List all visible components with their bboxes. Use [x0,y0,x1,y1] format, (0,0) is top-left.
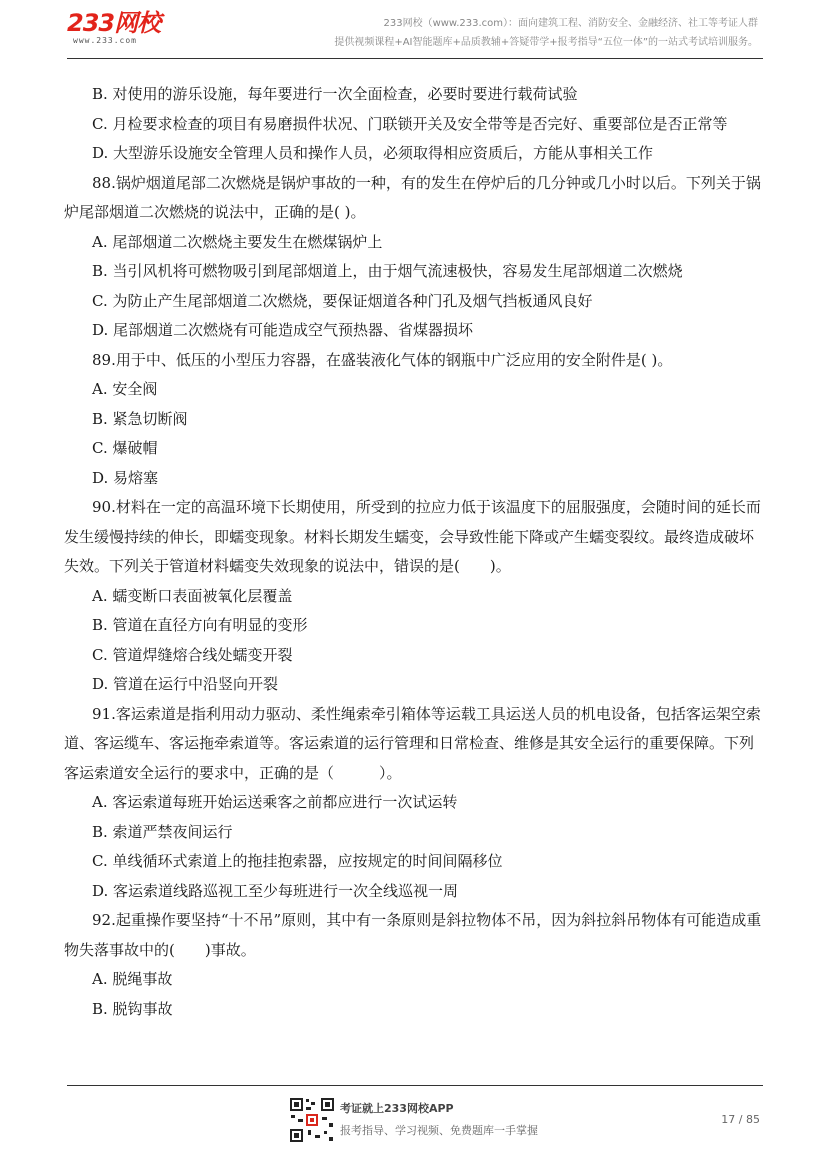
question-stem: 88.锅炉烟道尾部二次燃烧是锅炉事故的一种，有的发生在停炉后的几分钟或几小时以后。下列关于锅炉尾部烟道二次燃烧的说法中，正确的是( )。 [64,173,761,221]
header-info-line1: 233网校（www.233.com）：面向建筑工程、消防安全、金融经济、社工等考证人群 [383,18,758,29]
header-info [334,14,758,52]
answer-option: C. 月检要求检查的项目有易磨损件状况、门联锁开关及安全带等是否完好、重要部位是否正常等 [92,114,728,133]
header-divider [67,58,763,59]
answer-option: C. 单线循环式索道上的拖挂抱索器，应按规定的时间间隔移位 [92,852,503,870]
answer-option: D. 易熔塞 [92,468,159,487]
answer-option: A. 客运索道每班开始运送乘客之前都应进行一次试运转 [92,793,458,811]
header-info-line2: 提供视频课程+AI智能题库+品质教辅+答疑带学+报考指导“五位一体”的一站式考试培训服务。 [334,37,758,48]
answer-option: C. 爆破帽 [92,439,158,457]
answer-option: B. 对使用的游乐设施，每年要进行一次全面检查，必要时要进行载荷试验 [92,85,578,103]
answer-option: B. 紧急切断阀 [92,409,188,428]
answer-option: C. 管道焊缝熔合线处蠕变开裂 [92,645,293,664]
qr-code-icon [289,1097,335,1143]
answer-option: B. 管道在直径方向有明显的变形 [92,616,308,634]
question-stem: 89.用于中、低压的小型压力容器，在盛装液化气体的钢瓶中广泛应用的安全附件是( )。 [92,350,673,369]
answer-option: B. 脱钩事故 [92,999,173,1018]
answer-option: B. 索道严禁夜间运行 [92,822,233,841]
answer-option: D. 尾部烟道二次燃烧有可能造成空气预热器、省煤器损坏 [92,321,474,339]
question-stem: 91.客运索道是指利用动力驱动、柔性绳索牵引箱体等运载工具运送人员的机电设备，包括客运架空索道、客运缆车、客运拖牵索道等。客运索道的运行管理和日常检查、维修是其安全运行的重要保障。下列客运索道安全运行的要求中，正确的是（ ）。 [64,704,761,782]
footer-divider [67,1085,763,1086]
logo-url: www.233.com [73,36,137,45]
answer-option: A. 安全阀 [92,380,158,398]
answer-option: D. 客运索道线路巡视工至少每班进行一次全线巡视一周 [92,881,459,900]
page-number: 17 / 85 [721,1113,760,1126]
answer-option: A. 尾部烟道二次燃烧主要发生在燃煤锅炉上 [92,232,383,251]
question-stem: 90.材料在一定的高温环境下长期使用，所受到的拉应力低于该温度下的屈服强度，会随时间的延长而发生缓慢持续的伸长，即蠕变现象。材料长期发生蠕变，会导致性能下降或产生蠕变裂纹。最终造成破坏失效。下列关于管道材料蠕变失效现象的说法中，错误的是( )。 [64,498,761,575]
answer-option: A. 蠕变断口表面被氧化层覆盖 [92,586,293,605]
logo [67,10,160,46]
logo-text: 233网校 [67,9,161,37]
answer-option: D. 管道在运行中沿竖向开裂 [92,675,279,693]
app-promo-subtitle: 报考指导、学习视频、免费题库一手掌握 [340,1124,538,1137]
answer-option: D. 大型游乐设施安全管理人员和操作人员，必须取得相应资质后，方能从事相关工作 [92,144,654,162]
answer-option: C. 为防止产生尾部烟道二次燃烧，要保证烟道各种门孔及烟气挡板通风良好 [92,291,593,310]
answer-option: B. 当引风机将可燃物吸引到尾部烟道上，由于烟气流速极快，容易发生尾部烟道二次燃烧 [92,262,683,280]
app-promo-title: 考证就上233网校APP [340,1102,454,1115]
question-stem: 92.起重操作要坚持“十不吊”原则，其中有一条原则是斜拉物体不吊，因为斜拉斜吊物体有可能造成重物失落事故中的( )事故。 [64,911,762,959]
document-body [64,80,768,1024]
page-header [0,0,830,62]
answer-option: A. 脱绳事故 [92,970,173,988]
